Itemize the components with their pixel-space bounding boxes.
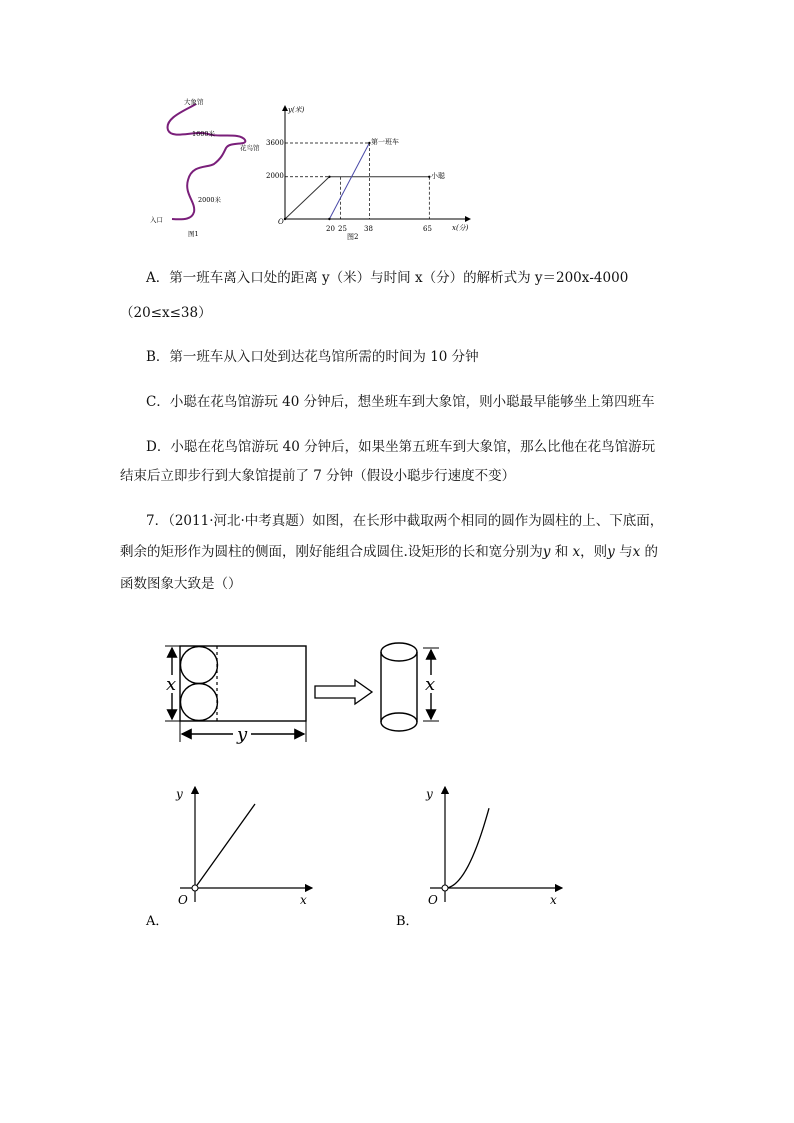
figure1-route-map [140,94,275,239]
label-garden: 花鸟馆 [240,144,260,152]
upper-base-circle [181,647,218,684]
var-x-2: x [632,544,641,560]
graph-b-origin-label: O [428,893,438,907]
option-d-line2: 结束后立即步行到大象馆提前了 7 分钟（假设小聪步行速度不变） [120,468,516,484]
x-axis-label: x(分) [452,224,469,232]
question7-line2-pre: 剩余的矩形作为圆柱的侧面，刚好能组合成圆住.设矩形的长和宽分别为 [120,544,543,560]
series-point [284,218,286,220]
question7-line2 [120,542,680,562]
x-tick-65: 65 [423,225,432,233]
series-point [328,218,330,220]
y-axis-label: y(米) [288,106,305,114]
lower-base-circle [181,684,218,721]
x-tick-20: 20 [326,225,335,233]
var-x: x [572,544,581,560]
series-line-first-bus [329,143,369,219]
label-dist-upper: 1600米 [192,130,216,138]
graph-a-origin-label: O [178,893,188,907]
var-y-2: y [607,544,615,560]
series-line-xiaocong [285,177,429,219]
question7-line3: 函数图象大致是（） [120,576,242,592]
option-c: C．小聪在花鸟馆游玩 40 分钟后，想坐班车到大象馆，则小聪最早能够坐上第四班车 [146,394,655,410]
var-y: y [542,544,551,560]
transform-arrow [315,680,372,704]
label-x-right: x [425,674,436,695]
graph-a-origin-point [192,885,198,891]
figure1-caption: 图1 [188,230,199,238]
word-and: 和 [550,544,573,560]
y-tick-3600: 3600 [266,139,284,147]
option-a-line1: A．第一班车离入口处的距离 y（米）与时间 x（分）的解析式为 y＝200x‐4000 [146,270,629,286]
option-a-line2: （20≤x≤38） [120,305,212,321]
label-x-left: x [166,674,177,695]
graph-b-x-label: x [550,893,557,907]
question7-line2-with: 与 [614,544,633,560]
cylinder-top [381,643,417,661]
question7-line1: 7．（2011·河北·中考真题）如图，在长形中截取两个相同的圆作为圆柱的上、下底面， [146,513,664,529]
graph-b-y-label: y [426,787,433,801]
option-b: B．第一班车从入口处到达花鸟馆所需的时间为 10 分钟 [146,349,479,365]
graph-a-y-label: y [176,787,183,801]
x-tick-25: 25 [338,225,347,233]
graph-a-curve [195,804,255,888]
y-tick-2000: 2000 [266,172,284,180]
graph-option-a [140,782,320,932]
graph-a-option-label: A． [146,914,169,929]
label-museum: 大象馆 [184,98,204,106]
label-xiaocong: 小聪 [431,172,445,180]
figure2-caption: 图2 [347,233,359,241]
graph-a-x-label: x [300,893,307,907]
label-first-bus: 第一班车 [371,138,399,146]
x-tick-38: 38 [364,225,373,233]
series-point [328,176,330,178]
origin-label: O [278,218,284,226]
question7-line2-mid: ，则 [580,544,608,560]
question7-line2-end: 的 [640,544,659,560]
cylinder-bottom [381,713,417,731]
option-d-line1: D．小聪在花鸟馆游玩 40 分钟后，如果坐第五班车到大象馆，那么比他在花鸟馆游玩 [146,439,656,455]
graph-b-origin-point [442,885,448,891]
figure2-line-graph [260,100,480,242]
graph-option-b [390,782,570,932]
label-y-bottom: y [237,724,248,745]
graph-b-curve [445,808,489,888]
label-entrance: 入口 [150,216,163,224]
graph-b-option-label: B． [396,914,419,929]
figure7-rectangle-to-cylinder [155,638,460,750]
label-dist-lower: 2000米 [198,196,222,204]
